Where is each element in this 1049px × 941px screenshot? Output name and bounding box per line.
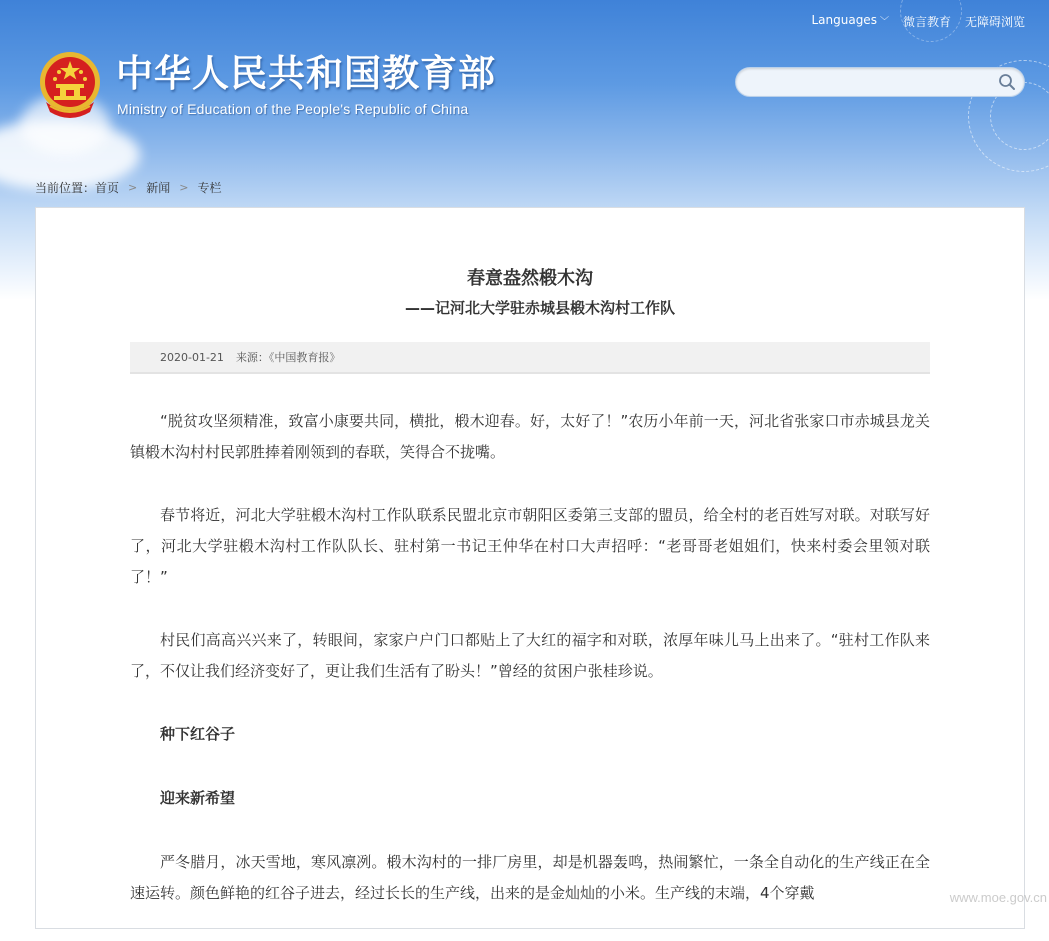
chevron-down-icon: ﹀ xyxy=(879,17,889,27)
chevron-right-icon: > xyxy=(179,181,189,194)
article-paragraph: 春节将近，河北大学驻椴木沟村工作队联系民盟北京市朝阳区委第三支部的盟员，给全村的老百姓写对联。对联写好了，河北大学驻椴木沟村工作队队长、驻村第一书记王仲华在村口大声招呼：“老哥哥老姐姐们，快来村委会里领对联了！” xyxy=(130,506,930,586)
breadcrumb-prefix: 当前位置： xyxy=(35,181,96,195)
breadcrumb-home[interactable]: 首页 xyxy=(95,181,120,195)
site-title[interactable]: 中华人民共和国教育部 xyxy=(116,52,496,95)
national-emblem-icon xyxy=(38,50,102,120)
accessibility-link[interactable]: 无障碍浏览 xyxy=(964,15,1025,29)
search-icon[interactable] xyxy=(998,73,1016,91)
article-title: 春意盎然椴木沟 xyxy=(467,268,593,289)
article-meta xyxy=(130,342,930,374)
article-date: 2020-01-21 xyxy=(160,351,224,364)
site-watermark: www.moe.gov.cn xyxy=(949,890,1047,905)
section-heading: 迎来新希望 xyxy=(160,789,236,807)
breadcrumb-column[interactable]: 专栏 xyxy=(197,181,222,195)
languages-label: Languages xyxy=(811,13,877,27)
breadcrumb-news[interactable]: 新闻 xyxy=(146,181,171,195)
article-paragraph: 严冬腊月，冰天雪地，寒风凛冽。椴木沟村的一排厂房里，却是机器轰鸣，热闹繁忙，一条全自动化的生产线正在全速运转。颜色鲜艳的红谷子进去，经过长长的生产线，出来的是金灿灿的小米。生产线的末端，4个穿戴 xyxy=(130,853,930,902)
site-subtitle: Ministry of Education of the People's Republic of China xyxy=(117,101,469,117)
search-box xyxy=(735,67,1025,97)
languages-menu[interactable] xyxy=(811,13,889,30)
article-body xyxy=(130,406,930,941)
article-paragraph: “脱贫攻坚须精准，致富小康要共同，横批，椴木迎春。好，太好了！”农历小年前一天，河北省张家口市赤城县龙关镇椴木沟村村民郭胜捧着刚领到的春联，笑得合不拢嘴。 xyxy=(130,412,930,461)
section-heading: 种下红谷子 xyxy=(160,725,236,743)
chevron-right-icon: > xyxy=(128,181,138,194)
breadcrumb xyxy=(35,179,222,196)
article-source: 来源：《中国教育报》 xyxy=(235,351,341,364)
weibo-link[interactable]: 微言教育 xyxy=(902,15,951,29)
article-container xyxy=(35,207,1025,929)
search-input[interactable] xyxy=(748,72,992,94)
article-paragraph: 村民们高高兴兴来了，转眼间，家家户户门口都贴上了大红的福字和对联，浓厚年味儿马上出来了。“驻村工作队来了，不仅让我们经济变好了，更让我们生活有了盼头！”曾经的贫困户张桂珍说。 xyxy=(130,631,930,680)
article-subtitle: ——记河北大学驻赤城县椴木沟村工作队 xyxy=(404,299,675,317)
top-links xyxy=(811,13,1025,30)
